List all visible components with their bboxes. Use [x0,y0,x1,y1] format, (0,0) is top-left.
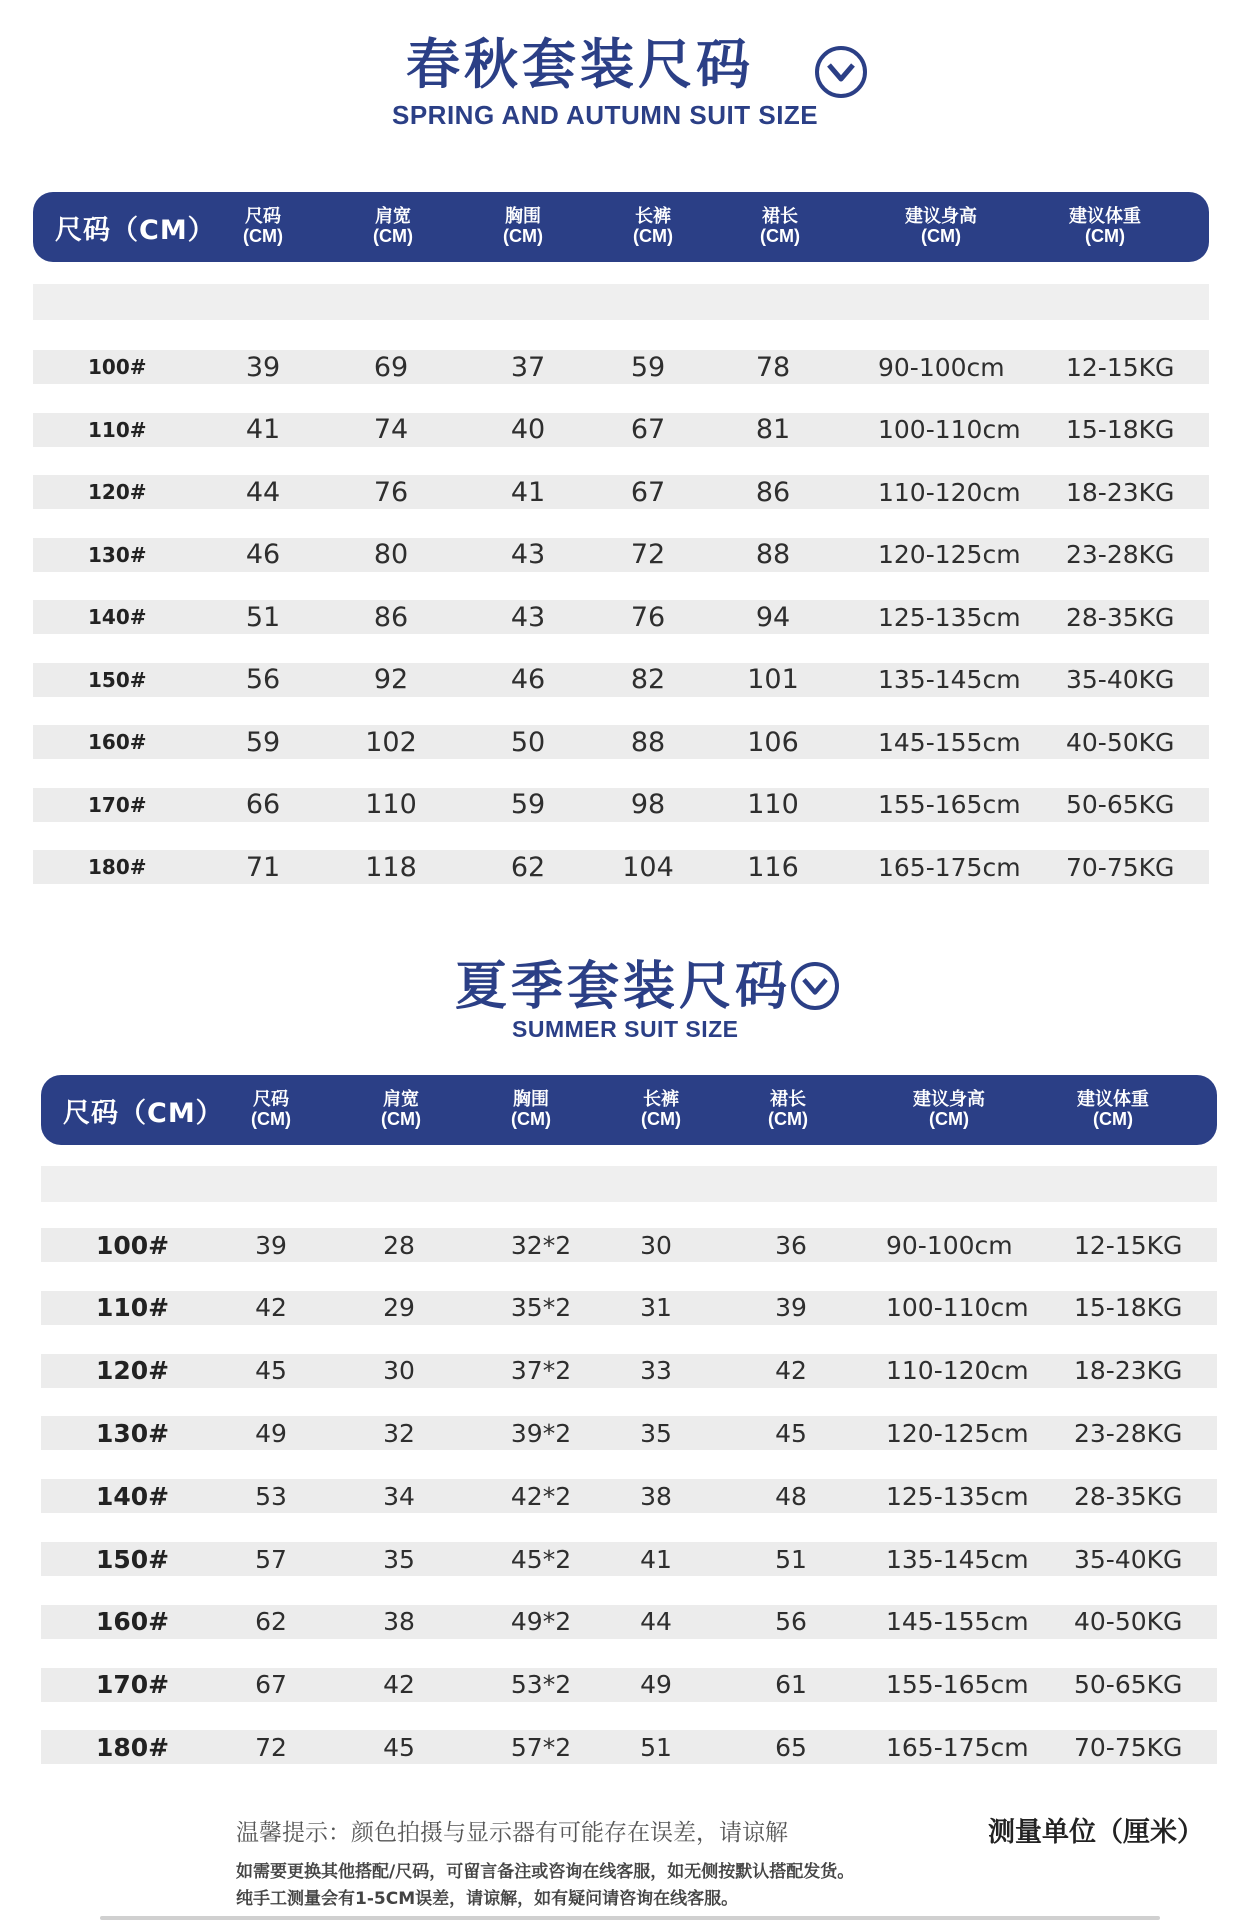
summer-cell-size: 160# [96,1607,170,1637]
spring-cell-chima: 59 [245,726,281,758]
spring-cell-height: 145-155cm [878,727,1021,757]
spring-header-col: 建议身高 (CM) [905,206,977,246]
summer-table-row [41,1416,1217,1450]
spring-cell-height: 100-110cm [878,415,1021,444]
summer-table-row [41,1605,1217,1639]
summer-cell-chest: 35*2 [510,1293,572,1323]
spring-cell-skirt: 101 [747,664,799,695]
spring-cell-shoulder: 86 [373,601,409,633]
summer-cell-shoulder: 38 [383,1607,415,1637]
spring-cell-size: 120# [88,480,147,504]
spring-cell-weight: 18-23KG [1066,477,1175,507]
spring-chevron-down-icon [815,46,867,98]
spring-cell-weight: 28-35KG [1066,602,1175,632]
summer-cell-chima: 67 [255,1670,287,1700]
spring-cell-shoulder: 80 [373,539,409,570]
summer-cell-chest: 37*2 [510,1356,572,1386]
summer-cell-weight: 28-35KG [1074,1481,1183,1511]
footer-note-color: 温馨提示：颜色拍摄与显示器有可能存在误差，请谅解 [236,1820,788,1846]
summer-table-row [41,1291,1217,1325]
spring-table-row [33,663,1209,697]
spring-cell-size: 130# [88,542,147,567]
spring-cell-chest: 46 [510,664,546,695]
spring-cell-weight: 35-40KG [1066,665,1175,694]
summer-cell-weight: 40-50KG [1074,1607,1183,1637]
spring-cell-height: 110-120cm [878,477,1021,507]
spring-header-bar [33,192,1209,262]
spring-cell-chima: 71 [245,851,281,883]
summer-cell-skirt: 61 [775,1670,807,1700]
summer-cell-size: 120# [96,1356,170,1386]
spring-cell-size: 150# [88,667,147,692]
spring-cell-weight: 40-50KG [1066,727,1175,757]
footer-note-exchange: 如需要更换其他搭配/尺码，可留言备注或咨询在线客服，如无侧按默认搭配发货。 [236,1862,855,1882]
summer-cell-pants: 35 [640,1418,672,1448]
spring-cell-height: 125-135cm [878,602,1021,632]
summer-cell-pants: 41 [640,1544,672,1574]
summer-cell-shoulder: 28 [383,1230,415,1260]
spring-header-col: 尺码 (CM) [243,206,283,246]
summer-cell-chest: 42*2 [510,1481,572,1511]
spring-cell-chima: 44 [245,476,281,508]
spring-cell-shoulder: 102 [365,726,417,758]
summer-header-col: 建议体重 (CM) [1077,1089,1149,1129]
summer-cell-height: 125-135cm [886,1481,1029,1511]
summer-header-col: 长裤 (CM) [641,1089,681,1129]
spring-cell-chima: 46 [245,539,281,570]
spring-cell-chest: 40 [510,414,546,445]
spring-table-row [33,413,1209,447]
spring-table-row [33,538,1209,572]
spring-cell-pants: 104 [622,851,674,883]
summer-cell-skirt: 39 [775,1293,807,1323]
spring-cell-weight: 23-28KG [1066,540,1175,569]
spring-cell-weight: 15-18KG [1066,415,1175,444]
footer-unit: 测量单位（厘米） [988,1817,1204,1848]
spring-cell-chima: 56 [245,664,281,695]
summer-cell-pants: 38 [640,1481,672,1511]
summer-table-row [41,1479,1217,1513]
summer-cell-shoulder: 29 [383,1293,415,1323]
summer-cell-pants: 49 [640,1670,672,1700]
spring-table-row [33,600,1209,634]
summer-header-col: 肩宽 (CM) [381,1089,421,1129]
spring-table-row [33,788,1209,822]
summer-cell-chima: 45 [255,1356,287,1386]
spring-cell-pants: 76 [630,601,666,633]
summer-cell-height: 100-110cm [886,1293,1029,1323]
summer-cell-skirt: 48 [775,1481,807,1511]
summer-cell-shoulder: 30 [383,1356,415,1386]
summer-cell-weight: 23-28KG [1074,1418,1183,1448]
summer-cell-chest: 32*2 [510,1230,572,1260]
spring-cell-height: 90-100cm [878,352,1005,382]
spring-cell-weight: 50-65KG [1066,790,1175,819]
summer-cell-chima: 39 [255,1230,287,1260]
summer-cell-height: 155-165cm [886,1670,1029,1700]
summer-header-col: 裙长 (CM) [768,1089,808,1129]
summer-cell-pants: 30 [640,1230,672,1260]
spring-cell-pants: 67 [630,476,666,508]
spring-cell-height: 165-175cm [878,852,1021,882]
spring-header-col: 裙长 (CM) [760,206,800,246]
summer-cell-height: 145-155cm [886,1607,1029,1637]
spring-cell-weight: 70-75KG [1066,852,1175,882]
summer-cell-height: 165-175cm [886,1732,1029,1762]
spring-cell-weight: 12-15KG [1066,352,1175,382]
summer-cell-skirt: 45 [775,1418,807,1448]
summer-table-row [41,1228,1217,1262]
spring-cell-size: 160# [88,730,147,754]
spring-table-row [33,850,1209,884]
spring-table-row [33,475,1209,509]
summer-cell-weight: 35-40KG [1074,1544,1183,1574]
spring-cell-chima: 41 [245,414,281,445]
spring-cell-chest: 59 [510,789,546,820]
spring-cell-skirt: 110 [747,789,799,820]
summer-cell-chest: 45*2 [510,1544,572,1574]
summer-header-col: 建议身高 (CM) [913,1089,985,1129]
footer-note-measure: 纯手工测量会有1-5CM误差，请谅解，如有疑问请咨询在线客服。 [236,1889,739,1909]
summer-cell-size: 170# [96,1670,170,1700]
summer-title-en: SUMMER SUIT SIZE [512,1016,739,1042]
spring-cell-chima: 39 [245,351,281,383]
summer-cell-size: 180# [96,1732,170,1762]
footer [0,1800,1240,1920]
spring-cell-chest: 37 [510,351,546,383]
summer-cell-weight: 18-23KG [1074,1356,1183,1386]
summer-table-row [41,1354,1217,1388]
spring-cell-skirt: 78 [755,351,791,383]
summer-cell-chima: 42 [255,1293,287,1323]
summer-cell-pants: 51 [640,1732,672,1762]
spring-cell-skirt: 116 [747,851,799,883]
summer-cell-height: 135-145cm [886,1544,1029,1574]
spring-cell-pants: 72 [630,539,666,570]
summer-cell-skirt: 56 [775,1607,807,1637]
spring-cell-skirt: 81 [755,414,791,445]
spring-cell-skirt: 106 [747,726,799,758]
summer-cell-shoulder: 45 [383,1732,415,1762]
spring-title-block [390,22,770,99]
summer-spacer-bar [41,1166,1217,1202]
summer-cell-chest: 39*2 [510,1418,572,1448]
summer-table-row [41,1668,1217,1702]
summer-cell-skirt: 51 [775,1544,807,1574]
summer-cell-chest: 49*2 [510,1607,572,1637]
spring-title-en: SPRING AND AUTUMN SUIT SIZE [392,100,819,130]
spring-cell-shoulder: 74 [373,414,409,445]
spring-cell-shoulder: 69 [373,351,409,383]
spring-cell-size: 180# [88,855,147,879]
spring-header-col: 肩宽 (CM) [373,206,413,246]
summer-cell-skirt: 36 [775,1230,807,1260]
summer-chevron-down-icon [791,962,839,1010]
summer-cell-shoulder: 34 [383,1481,415,1511]
spring-cell-height: 120-125cm [878,540,1021,569]
summer-cell-shoulder: 35 [383,1544,415,1574]
summer-cell-chima: 49 [255,1418,287,1448]
spring-header-size: 尺码（CM） [55,214,216,246]
summer-cell-skirt: 42 [775,1356,807,1386]
summer-cell-skirt: 65 [775,1732,807,1762]
spring-cell-shoulder: 110 [365,789,417,820]
summer-cell-shoulder: 32 [383,1418,415,1448]
spring-cell-chest: 62 [510,851,546,883]
spring-cell-size: 140# [88,605,147,629]
spring-cell-chima: 66 [245,789,281,820]
spring-cell-size: 100# [88,355,147,379]
spring-cell-chest: 43 [510,601,546,633]
spring-cell-skirt: 94 [755,601,791,633]
summer-cell-pants: 31 [640,1293,672,1323]
spring-spacer-bar [33,284,1209,320]
summer-title-cn: 夏季套装尺码 [455,957,792,1017]
summer-cell-height: 110-120cm [886,1356,1029,1386]
summer-cell-weight: 12-15KG [1074,1230,1183,1260]
summer-table-row [41,1730,1217,1764]
summer-cell-chest: 53*2 [510,1670,572,1700]
spring-table-row [33,350,1209,384]
spring-cell-chest: 43 [510,539,546,570]
summer-header-bar [41,1075,1217,1145]
summer-cell-height: 90-100cm [886,1230,1013,1260]
summer-cell-chima: 72 [255,1732,287,1762]
summer-cell-chima: 62 [255,1607,287,1637]
summer-cell-shoulder: 42 [383,1670,415,1700]
summer-cell-size: 110# [96,1293,170,1323]
spring-cell-pants: 59 [630,351,666,383]
summer-cell-chest: 57*2 [510,1732,572,1762]
summer-cell-size: 150# [96,1544,170,1574]
spring-cell-shoulder: 76 [373,476,409,508]
spring-cell-chest: 50 [510,726,546,758]
spring-cell-height: 155-165cm [878,790,1021,819]
footer-divider [100,1916,1160,1920]
summer-cell-weight: 50-65KG [1074,1670,1183,1700]
summer-cell-size: 100# [96,1230,170,1260]
spring-cell-pants: 98 [630,789,666,820]
spring-header-col: 建议体重 (CM) [1069,206,1141,246]
summer-cell-chima: 57 [255,1544,287,1574]
spring-header-col: 长裤 (CM) [633,206,673,246]
spring-cell-skirt: 88 [755,539,791,570]
spring-cell-pants: 82 [630,664,666,695]
summer-header-col: 胸围 (CM) [511,1089,551,1129]
spring-cell-height: 135-145cm [878,665,1021,694]
spring-cell-skirt: 86 [755,476,791,508]
summer-table-row [41,1542,1217,1576]
spring-header-col: 胸围 (CM) [503,206,543,246]
summer-cell-weight: 70-75KG [1074,1732,1183,1762]
summer-cell-size: 130# [96,1418,170,1448]
spring-title-cn: 春秋套装尺码 [406,33,754,96]
spring-cell-pants: 88 [630,726,666,758]
summer-cell-chima: 53 [255,1481,287,1511]
summer-cell-height: 120-125cm [886,1418,1029,1448]
spring-cell-shoulder: 118 [365,851,417,883]
summer-cell-weight: 15-18KG [1074,1293,1183,1323]
summer-cell-pants: 44 [640,1607,672,1637]
summer-header-size: 尺码（CM） [63,1097,224,1129]
spring-table-row [33,725,1209,759]
spring-cell-size: 110# [88,417,147,442]
spring-cell-chest: 41 [510,476,546,508]
spring-cell-pants: 67 [630,414,666,445]
spring-cell-chima: 51 [245,601,281,633]
spring-cell-shoulder: 92 [373,664,409,695]
summer-cell-pants: 33 [640,1356,672,1386]
summer-header-col: 尺码 (CM) [251,1089,291,1129]
summer-cell-size: 140# [96,1481,170,1511]
spring-cell-size: 170# [88,792,147,817]
